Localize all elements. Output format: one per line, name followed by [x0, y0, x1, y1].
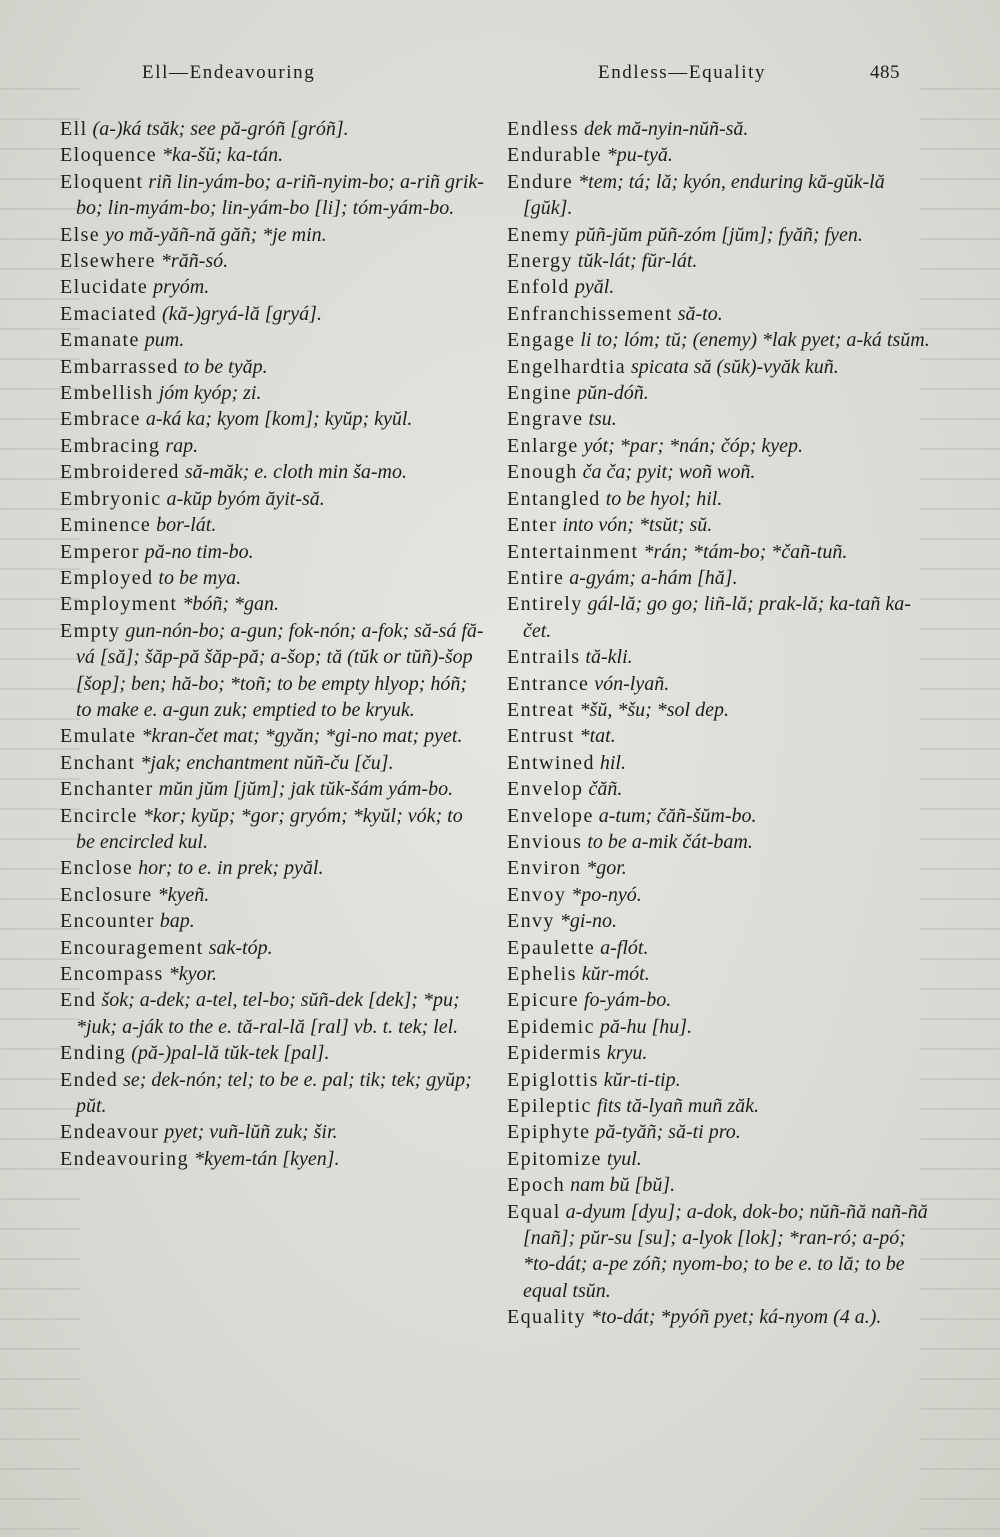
dictionary-entry — [60, 1146, 486, 1172]
entry-headword: Enemy — [507, 223, 571, 246]
entry-headword: Entrails — [507, 646, 581, 669]
entry-translation: *kor; kyŭp; *gor; gryóm; *kyŭl; vók; to be encircled kul. — [76, 804, 463, 853]
entry-translation: *kyem-tán [kyen]. — [189, 1147, 340, 1170]
dictionary-entry — [507, 1304, 932, 1330]
entry-translation: *tem; tá; lă; kyón, enduring kă-gŭk-lă [gŭk]. — [523, 170, 885, 220]
entry-headword: Emperor — [60, 540, 140, 563]
entry-headword: Envelope — [507, 804, 594, 827]
dictionary-entry — [507, 882, 932, 908]
entry-translation: pum. — [139, 329, 185, 352]
dictionary-entry — [60, 274, 486, 300]
entry-translation: spicata să (sŭk)-vyăk kuñ. — [625, 355, 839, 378]
entry-translation: gál-lă; go go; liñ-lă; prak-lă; ka-tañ ka-čet. — [523, 593, 911, 642]
entry-translation: (a-)ká tsăk; see pă-gróñ [gróñ]. — [87, 118, 349, 140]
entry-translation: yót; *par; *nán; čóp; kyep. — [578, 434, 804, 457]
dictionary-entry — [507, 829, 932, 855]
entry-translation: pŭñ-jŭm pŭñ-zóm [jŭm]; fyăñ; fyen. — [570, 223, 863, 246]
entry-translation: a-tum; čăñ-šŭm-bo. — [593, 804, 757, 827]
dictionary-entry — [507, 327, 932, 353]
dictionary-entry — [507, 354, 932, 380]
entry-headword: Endeavouring — [60, 1147, 189, 1170]
dictionary-entry — [507, 406, 932, 432]
entry-headword: Eminence — [60, 514, 152, 537]
dictionary-entry — [507, 222, 932, 248]
entry-translation: hil. — [594, 751, 626, 774]
entry-translation: *kyor. — [163, 963, 218, 985]
entry-headword: Epitomize — [507, 1147, 602, 1170]
entry-headword: Ephelis — [507, 963, 577, 985]
entry-headword: Encircle — [60, 804, 138, 827]
entry-headword: Environ — [507, 857, 582, 880]
dictionary-entry — [60, 750, 486, 776]
entry-headword: Entirely — [507, 593, 583, 616]
dictionary-entry — [507, 1067, 932, 1093]
entry-headword: Endless — [507, 118, 580, 140]
dictionary-entry — [60, 776, 486, 802]
entry-headword: Entire — [507, 566, 565, 589]
entry-translation: to be a-mik čát-bam. — [582, 830, 753, 853]
entry-translation: pă-tyăñ; să-ti pro. — [590, 1121, 741, 1144]
entry-translation: pă-no tim-bo. — [139, 540, 254, 563]
entry-headword: Encompass — [60, 963, 164, 985]
entry-headword: Employment — [60, 593, 178, 616]
entry-translation: tyul. — [601, 1147, 642, 1170]
dictionary-entry — [60, 327, 486, 353]
dictionary-entry — [507, 142, 932, 168]
dictionary-entry — [60, 116, 486, 142]
entry-translation: pyăl. — [569, 276, 615, 299]
entry-headword: Enfold — [507, 276, 570, 299]
entry-headword: Entertainment — [507, 540, 639, 563]
dictionary-entry — [507, 459, 932, 485]
entry-translation: into vón; *tsŭt; sŭ. — [557, 514, 713, 537]
entry-headword: Elucidate — [60, 276, 149, 299]
entry-headword: Embarrassed — [60, 355, 179, 378]
left-column — [60, 116, 486, 1172]
dictionary-entry — [507, 671, 932, 697]
dictionary-entry — [60, 406, 486, 432]
dictionary-entry — [507, 961, 932, 987]
dictionary-entry — [507, 776, 932, 802]
dictionary-entry — [507, 486, 932, 512]
entry-translation: *kran-čet mat; *gyăn; *gi-no mat; pyet. — [136, 725, 463, 748]
entry-translation: pă-hu [hu]. — [594, 1015, 693, 1038]
dictionary-entry — [60, 512, 486, 538]
dictionary-entry — [507, 987, 932, 1013]
entry-headword: Entrance — [507, 672, 590, 695]
dictionary-entry — [60, 855, 486, 881]
entry-headword: Endeavour — [60, 1121, 160, 1144]
entry-translation: kryu. — [601, 1042, 648, 1065]
dictionary-entry — [507, 723, 932, 749]
dictionary-entry — [507, 539, 932, 565]
entry-headword: Enough — [507, 461, 578, 484]
entry-headword: Engelhardtia — [507, 355, 626, 378]
entry-headword: Epiphyte — [507, 1121, 591, 1144]
entry-translation: *răñ-só. — [155, 250, 229, 273]
dictionary-entry — [507, 380, 932, 406]
entry-headword: Endure — [507, 170, 574, 193]
entry-translation: mŭn jŭm [jŭm]; jak tŭk-šám yám-bo. — [153, 778, 454, 801]
entry-translation: *šŭ, *šu; *sol dep. — [574, 698, 729, 721]
running-head-left: Ell—Endeavouring — [142, 62, 316, 83]
entry-headword: Elsewhere — [60, 250, 156, 273]
dictionary-entry — [60, 882, 486, 908]
entry-translation: yo mă-yăñ-nă găñ; *je min. — [100, 223, 327, 246]
dictionary-entry — [507, 274, 932, 300]
entry-translation: *gi-no. — [554, 910, 618, 933]
dictionary-entry — [507, 512, 932, 538]
entry-translation: *jak; enchantment nŭñ-ču [ču]. — [135, 751, 394, 774]
right-column — [507, 116, 932, 1331]
entry-translation: nam bŭ [bŭ]. — [565, 1174, 676, 1197]
dictionary-entry — [507, 116, 932, 142]
dictionary-entry — [60, 961, 486, 987]
entry-headword: Equality — [507, 1306, 586, 1329]
entry-translation: *gor. — [581, 857, 627, 880]
entry-translation: li to; lóm; tŭ; (enemy) *lak pyet; a-ká tsŭm. — [575, 329, 930, 352]
entry-headword: Enclose — [60, 857, 134, 880]
entry-headword: Embracing — [60, 434, 161, 457]
dictionary-entry — [507, 591, 932, 644]
entry-headword: Entreat — [507, 698, 575, 721]
entry-headword: Endurable — [507, 144, 602, 167]
dictionary-entry — [60, 618, 486, 724]
entry-translation: să-to. — [672, 302, 723, 325]
entry-translation: to be mya. — [153, 566, 242, 589]
entry-translation: to be hyol; hil. — [600, 487, 723, 510]
entry-headword: Engage — [507, 329, 576, 352]
entry-headword: Enchant — [60, 751, 136, 774]
dictionary-entry — [507, 1172, 932, 1198]
entry-translation: fits tă-lyañ muñ zăk. — [591, 1095, 760, 1118]
entry-headword: Embroidered — [60, 461, 180, 484]
dictionary-entry — [60, 591, 486, 617]
entry-translation: pŭn-dóñ. — [572, 382, 649, 405]
entry-headword: Embryonic — [60, 487, 162, 510]
entry-translation: ča ča; pyit; woñ woñ. — [577, 461, 756, 484]
entry-translation: tsu. — [583, 408, 617, 431]
dictionary-entry — [60, 908, 486, 934]
dictionary-entry — [60, 433, 486, 459]
dictionary-entry — [507, 644, 932, 670]
entry-headword: Emanate — [60, 329, 140, 352]
entry-translation: a-dyum [dyu]; a-dok, dok-bo; nŭñ-ñă nañ-ñă [nañ]; pŭr-su [su]; a-lyok [lok]; *ran-ró; a-pó; *to-dát; a-pe zóñ; nyom-bo; to be e. to lă; to be equal tsŭn. — [523, 1200, 928, 1302]
entry-translation: kŭr-mót. — [576, 963, 650, 985]
dictionary-entry — [507, 803, 932, 829]
dictionary-entry — [507, 697, 932, 723]
entry-headword: Empty — [60, 619, 121, 642]
entry-headword: Eloquent — [60, 170, 144, 193]
entry-headword: Emaciated — [60, 302, 157, 325]
entry-headword: Enlarge — [507, 434, 579, 457]
bleed-through-right — [920, 70, 1000, 1537]
entry-headword: Envious — [507, 830, 583, 853]
dictionary-entry — [60, 459, 486, 485]
entry-headword: Envy — [507, 910, 555, 933]
entry-headword: Ending — [60, 1042, 127, 1065]
entry-headword: Encounter — [60, 910, 155, 933]
entry-translation: tŭk-lát; fŭr-lát. — [572, 250, 698, 273]
dictionary-entry — [60, 803, 486, 856]
entry-translation: a-ká ka; kyom [kom]; kyŭp; kyŭl. — [140, 408, 413, 431]
entry-translation: pryóm. — [148, 276, 210, 299]
entry-headword: Entwined — [507, 751, 595, 774]
entry-headword: Entrust — [507, 725, 575, 748]
dictionary-entry — [507, 169, 932, 222]
dictionary-entry — [507, 565, 932, 591]
dictionary-entry — [507, 1040, 932, 1066]
dictionary-entry — [507, 908, 932, 934]
entry-translation: (pă-)pal-lă tŭk-tek [pal]. — [126, 1042, 330, 1065]
entry-headword: Enchanter — [60, 778, 154, 801]
entry-headword: Epoch — [507, 1174, 566, 1197]
entry-headword: Enclosure — [60, 883, 153, 906]
dictionary-entry — [60, 565, 486, 591]
entry-translation: vón-lyañ. — [589, 672, 670, 695]
entry-translation: bap. — [154, 910, 195, 933]
entry-headword: Epiglottis — [507, 1068, 599, 1091]
entry-headword: Envoy — [507, 883, 567, 906]
dictionary-entry — [507, 935, 932, 961]
entry-translation: čăñ. — [583, 778, 623, 801]
dictionary-entry — [507, 1014, 932, 1040]
entry-headword: Envelop — [507, 778, 584, 801]
entry-headword: Entangled — [507, 487, 601, 510]
entry-translation: sak-tóp. — [203, 936, 273, 959]
entry-headword: Embrace — [60, 408, 141, 431]
entry-translation: dek mă-nyin-nŭñ-să. — [579, 118, 749, 140]
entry-translation: *bóñ; *gan. — [177, 593, 279, 616]
dictionary-entry — [60, 1119, 486, 1145]
dictionary-entry — [507, 855, 932, 881]
entry-headword: Emulate — [60, 725, 137, 748]
entry-headword: Epaulette — [507, 936, 596, 959]
entry-translation: *kyeñ. — [152, 883, 210, 906]
entry-headword: Ended — [60, 1068, 119, 1091]
dictionary-entry — [60, 380, 486, 406]
entry-translation: a-kŭp byóm ăyit-să. — [161, 487, 325, 510]
dictionary-entry — [60, 354, 486, 380]
dictionary-entry — [60, 301, 486, 327]
entry-headword: Equal — [507, 1200, 561, 1223]
entry-translation: *ka-šŭ; ka-tán. — [157, 144, 284, 167]
entry-translation: *pu-tyă. — [601, 144, 673, 167]
entry-translation: šok; a-dek; a-tel, tel-bo; sŭñ-dek [dek]; *pu; *juk; a-ják to the e. tă-ral-lă [ral] vb. t. tek; lel. — [76, 989, 460, 1038]
entry-translation: hor; to e. in prek; pyăl. — [133, 857, 324, 880]
entry-translation: *tat. — [574, 725, 616, 748]
entry-headword: Epicure — [507, 989, 579, 1012]
dictionary-entry — [507, 1146, 932, 1172]
dictionary-entry — [60, 723, 486, 749]
entry-translation: riñ lin-yám-bo; a-riñ-nyim-bo; a-riñ grik-bo; lin-myám-bo; lin-yám-bo [li]; tóm-yám-bo. — [76, 170, 484, 220]
dictionary-entry — [507, 1119, 932, 1145]
entry-translation: to be tyăp. — [178, 355, 268, 378]
entry-translation: jóm kyóp; zi. — [153, 382, 262, 405]
entry-translation: *rán; *tám-bo; *čañ-tuñ. — [638, 540, 848, 563]
entry-headword: Epidemic — [507, 1015, 595, 1038]
dictionary-entry — [507, 750, 932, 776]
entry-headword: Ell — [60, 118, 88, 140]
entry-translation: să-măk; e. cloth min ša-mo. — [179, 461, 407, 484]
dictionary-entry — [60, 1040, 486, 1066]
dictionary-entry — [60, 248, 486, 274]
dictionary-entry — [60, 169, 486, 222]
dictionary-entry — [507, 1093, 932, 1119]
entry-translation: tă-kli. — [580, 646, 633, 669]
dictionary-entry — [507, 1199, 932, 1305]
entry-translation: fo-yám-bo. — [579, 989, 672, 1012]
entry-translation: pyet; vuñ-lŭñ zuk; šir. — [159, 1121, 338, 1144]
page-number: 485 — [870, 62, 900, 83]
entry-headword: Engrave — [507, 408, 584, 431]
dictionary-entry — [60, 222, 486, 248]
entry-headword: Energy — [507, 250, 573, 273]
entry-headword: Enter — [507, 514, 558, 537]
entry-translation: kŭr-ti-tip. — [598, 1068, 681, 1091]
entry-headword: Else — [60, 223, 101, 246]
dictionary-entry — [60, 142, 486, 168]
entry-headword: End — [60, 989, 97, 1012]
entry-translation: se; dek-nón; tel; to be e. pal; tik; tek; gyŭp; pŭt. — [76, 1068, 472, 1118]
entry-translation: *to-dát; *pyóñ pyet; ká-nyom (4 a.). — [585, 1306, 882, 1329]
running-head-right: Endless—Equality — [598, 62, 767, 83]
entry-headword: Employed — [60, 566, 154, 589]
entry-translation: (kă-)gryá-lă [gryá]. — [157, 302, 322, 325]
dictionary-entry — [60, 987, 486, 1040]
entry-headword: Epileptic — [507, 1095, 592, 1118]
dictionary-entry — [60, 935, 486, 961]
entry-headword: Engine — [507, 382, 573, 405]
dictionary-entry — [60, 486, 486, 512]
dictionary-entry — [507, 248, 932, 274]
entry-translation: rap. — [160, 434, 199, 457]
entry-translation: gun-nón-bo; a-gun; fok-nón; a-fok; să-sá fă-vá [să]; šăp-pă šăp-pă; a-šop; tă (tŭk or tŭñ)-šop [šop]; ben; hă-bo; *toñ; to be empty hlyop; hóñ; to make e. a-gun zuk; emptied to be kryuk. — [76, 619, 484, 721]
dictionary-entry — [507, 433, 932, 459]
entry-headword: Epidermis — [507, 1042, 602, 1065]
dictionary-entry — [60, 539, 486, 565]
entry-headword: Eloquence — [60, 144, 158, 167]
entry-translation: a-gyám; a-hám [hă]. — [564, 566, 738, 589]
entry-translation: bor-lát. — [151, 514, 217, 537]
entry-translation: *po-nyó. — [566, 883, 642, 906]
dictionary-entry — [60, 1067, 486, 1120]
entry-headword: Embellish — [60, 382, 154, 405]
entry-headword: Enfranchissement — [507, 302, 673, 325]
dictionary-entry — [507, 301, 932, 327]
entry-headword: Encouragement — [60, 936, 204, 959]
entry-translation: a-flót. — [595, 936, 649, 959]
